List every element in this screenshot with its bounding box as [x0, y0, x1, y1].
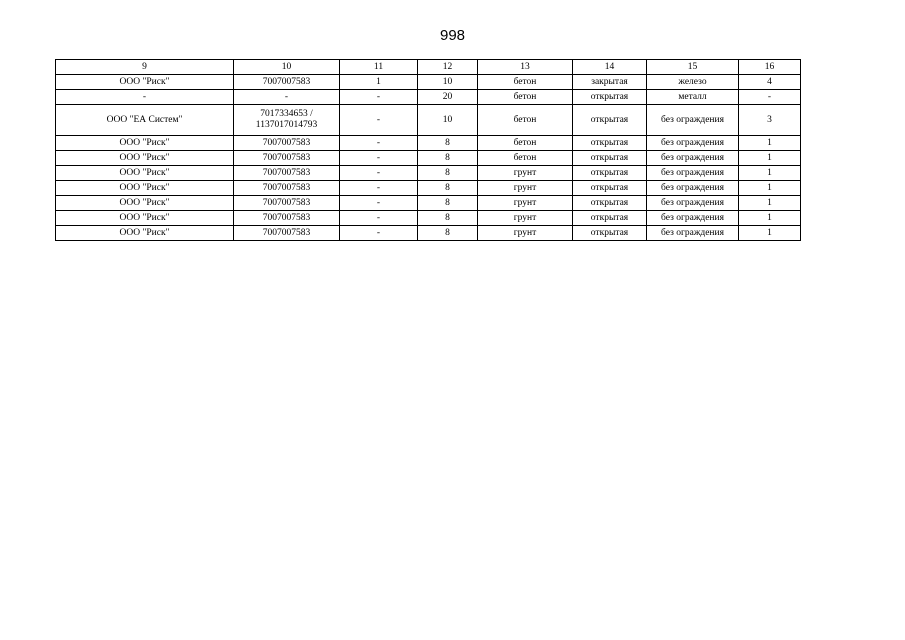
- table-row: [56, 105, 801, 136]
- column-header: 16: [739, 60, 801, 75]
- table-row: [56, 196, 801, 211]
- table-cell: 1: [739, 166, 801, 181]
- table-cell: -: [234, 90, 340, 105]
- table-cell: ООО "Риск": [56, 75, 234, 90]
- table-cell: 1: [739, 211, 801, 226]
- table-cell: без ограждения: [647, 211, 739, 226]
- table-cell: ООО "Риск": [56, 211, 234, 226]
- table-cell: без ограждения: [647, 166, 739, 181]
- table-cell: без ограждения: [647, 105, 739, 136]
- table-cell: ООО "Риск": [56, 136, 234, 151]
- table-cell: ООО "Риск": [56, 166, 234, 181]
- table-cell: 8: [418, 211, 478, 226]
- table-cell: металл: [647, 90, 739, 105]
- page-number: 998: [439, 27, 466, 44]
- table-cell: 8: [418, 226, 478, 241]
- table-cell: грунт: [478, 181, 573, 196]
- table-row: [56, 226, 801, 241]
- table-cell: -: [56, 90, 234, 105]
- table-cell: ООО "Риск": [56, 196, 234, 211]
- table-cell: бетон: [478, 90, 573, 105]
- table-cell: без ограждения: [647, 226, 739, 241]
- column-header: 13: [478, 60, 573, 75]
- table-header: [56, 60, 801, 75]
- table-cell: -: [340, 105, 418, 136]
- table-cell: 1: [739, 226, 801, 241]
- table-cell: открытая: [573, 151, 647, 166]
- table-cell: 1: [340, 75, 418, 90]
- table-cell: 10: [418, 105, 478, 136]
- table-cell: без ограждения: [647, 136, 739, 151]
- column-header: 15: [647, 60, 739, 75]
- table-body: [56, 75, 801, 241]
- table-cell: железо: [647, 75, 739, 90]
- table-cell: 8: [418, 181, 478, 196]
- table-row: [56, 151, 801, 166]
- registry-table: [55, 59, 801, 241]
- column-header: 10: [234, 60, 340, 75]
- table-cell: -: [340, 226, 418, 241]
- table-cell: 1: [739, 196, 801, 211]
- table-cell: -: [739, 90, 801, 105]
- table-cell: 7007007583: [234, 136, 340, 151]
- table-cell: открытая: [573, 90, 647, 105]
- table-cell: ООО "Риск": [56, 226, 234, 241]
- table-cell: закрытая: [573, 75, 647, 90]
- table-cell: 10: [418, 75, 478, 90]
- table-cell: без ограждения: [647, 181, 739, 196]
- table-cell: бетон: [478, 136, 573, 151]
- table-cell: грунт: [478, 196, 573, 211]
- table-cell: 7007007583: [234, 166, 340, 181]
- table-row: [56, 211, 801, 226]
- table-cell: 8: [418, 151, 478, 166]
- table-cell: грунт: [478, 226, 573, 241]
- table-cell: открытая: [573, 166, 647, 181]
- table-cell: 8: [418, 136, 478, 151]
- table-row: [56, 90, 801, 105]
- table-cell: -: [340, 166, 418, 181]
- table-cell: -: [340, 136, 418, 151]
- column-header: 12: [418, 60, 478, 75]
- table-cell: 7007007583: [234, 151, 340, 166]
- table-cell: -: [340, 151, 418, 166]
- table-row: [56, 166, 801, 181]
- table-cell: открытая: [573, 196, 647, 211]
- table-cell: -: [340, 181, 418, 196]
- table-cell: открытая: [573, 211, 647, 226]
- column-header: 9: [56, 60, 234, 75]
- table-cell: открытая: [573, 105, 647, 136]
- table-cell: ООО "Риск": [56, 151, 234, 166]
- table-row: [56, 181, 801, 196]
- table-cell: бетон: [478, 75, 573, 90]
- table-cell: -: [340, 211, 418, 226]
- table-cell: 7007007583: [234, 211, 340, 226]
- table-cell: ООО "Риск": [56, 181, 234, 196]
- table-cell: грунт: [478, 211, 573, 226]
- table-cell: открытая: [573, 136, 647, 151]
- table-cell: ООО "ЕА Систем": [56, 105, 234, 136]
- table-cell: 4: [739, 75, 801, 90]
- table-cell: 1: [739, 181, 801, 196]
- table-cell: 8: [418, 166, 478, 181]
- header-row: [56, 60, 801, 75]
- table-cell: 7007007583: [234, 75, 340, 90]
- table-cell: 1: [739, 151, 801, 166]
- table-cell: 7017334653 / 1137017014793: [234, 105, 340, 136]
- table-cell: без ограждения: [647, 196, 739, 211]
- table-cell: 1: [739, 136, 801, 151]
- table-cell: 7007007583: [234, 196, 340, 211]
- table-cell: без ограждения: [647, 151, 739, 166]
- table-cell: 3: [739, 105, 801, 136]
- table-cell: бетон: [478, 151, 573, 166]
- column-header: 11: [340, 60, 418, 75]
- table-cell: -: [340, 196, 418, 211]
- table-cell: открытая: [573, 181, 647, 196]
- table-row: [56, 75, 801, 90]
- table-cell: 20: [418, 90, 478, 105]
- table-cell: бетон: [478, 105, 573, 136]
- table-cell: 7007007583: [234, 181, 340, 196]
- table-cell: грунт: [478, 166, 573, 181]
- table-row: [56, 136, 801, 151]
- table-cell: -: [340, 90, 418, 105]
- table-cell: 7007007583: [234, 226, 340, 241]
- table-cell: 8: [418, 196, 478, 211]
- table-cell: открытая: [573, 226, 647, 241]
- column-header: 14: [573, 60, 647, 75]
